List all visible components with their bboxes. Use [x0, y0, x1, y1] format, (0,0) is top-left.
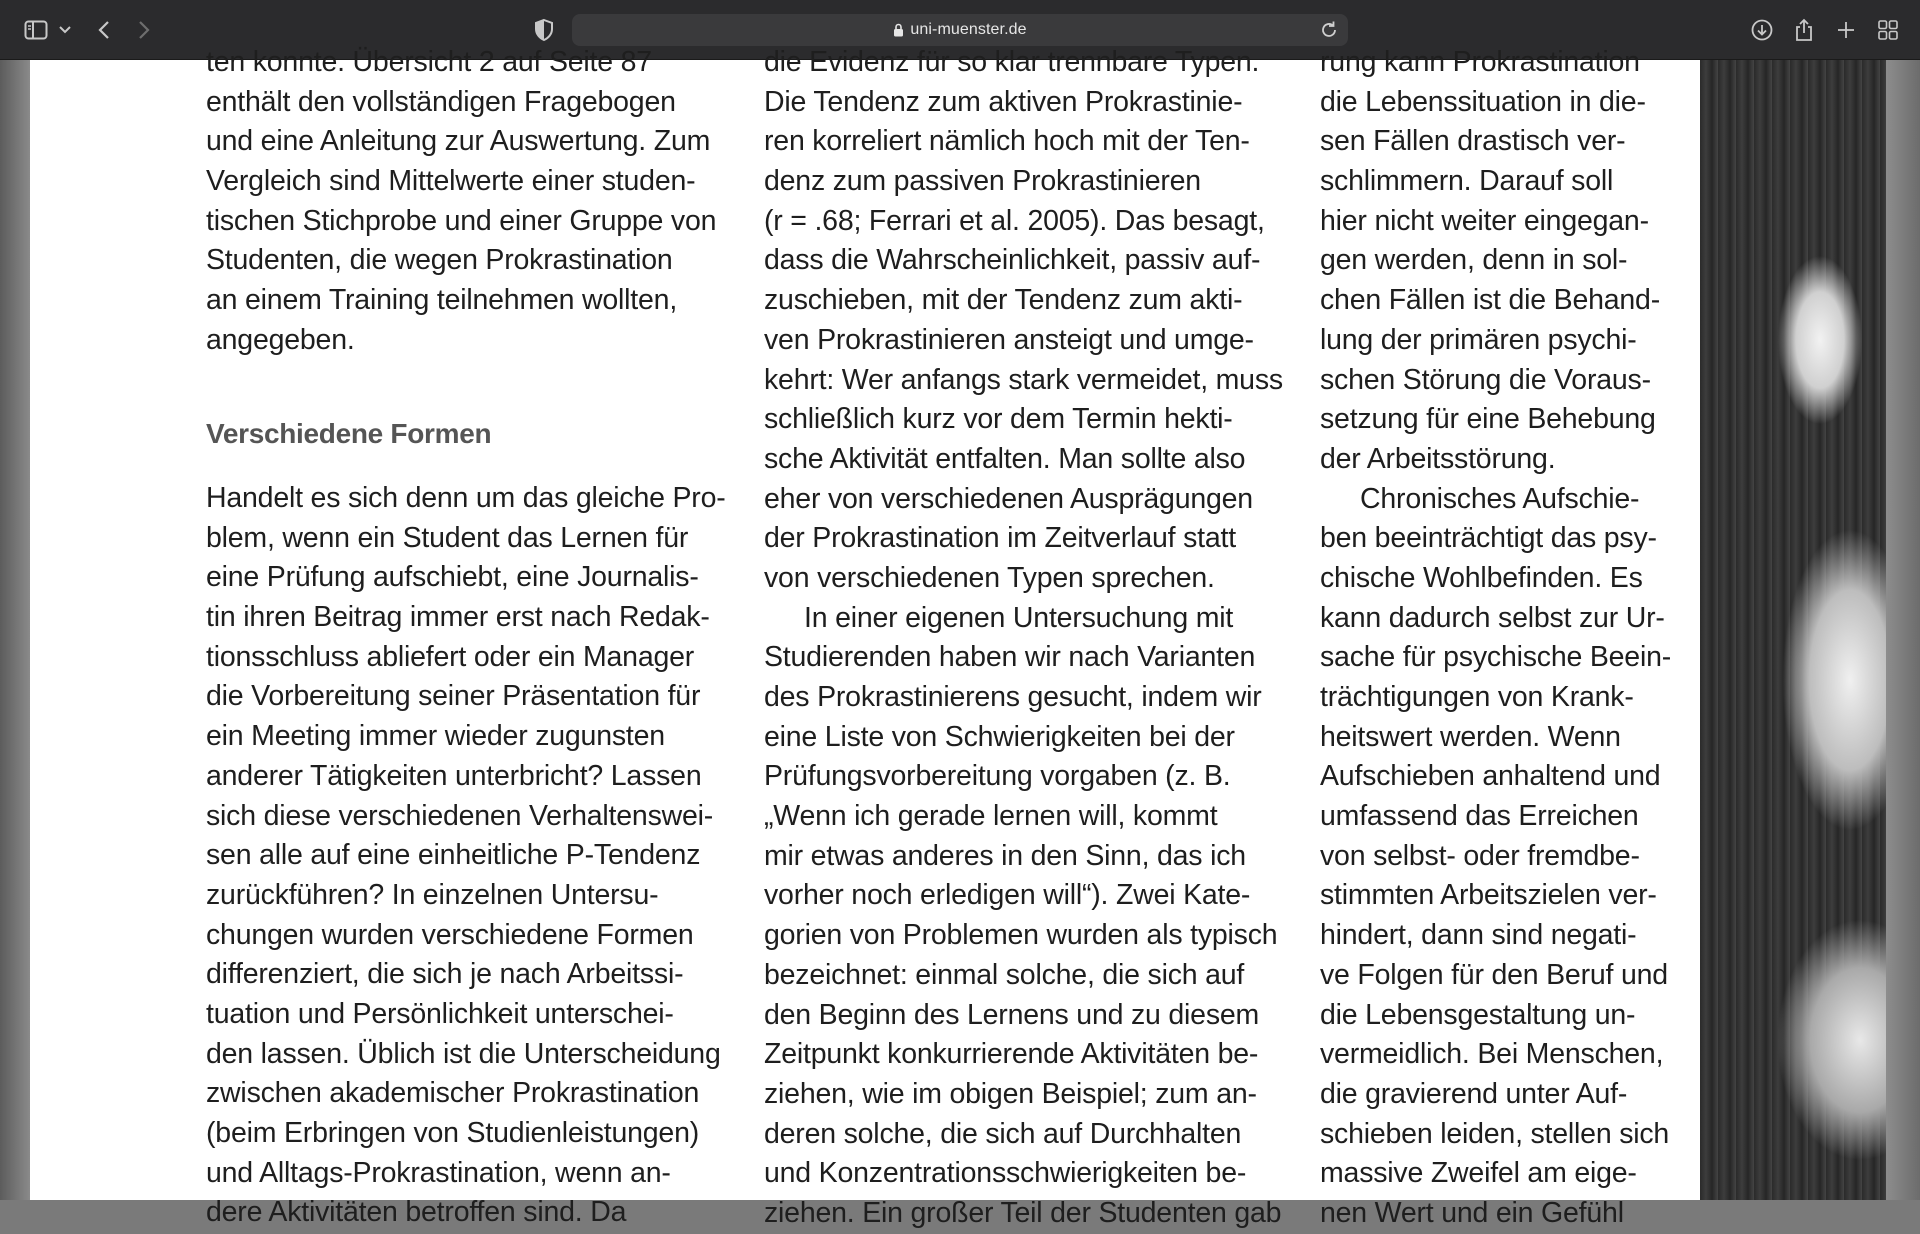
address-bar[interactable] [572, 14, 1348, 46]
text-line: lung der primären psychi- [1320, 323, 1637, 356]
text-line: der Prokrastination im Zeitverlauf statt [764, 522, 1236, 555]
text-line: setzung für eine Behebung [1320, 403, 1656, 436]
text-line: die Lebensgestaltung un- [1320, 998, 1636, 1031]
text-line: schieben leiden, stellen sich [1320, 1117, 1670, 1150]
text-line: Die Tendenz zum aktiven Prokrastinie- [764, 85, 1243, 118]
text-line: tuation und Persönlichkeit unterschei- [206, 997, 674, 1030]
privacy-shield-icon[interactable] [532, 14, 556, 46]
text-line: hindert, dann sind negati- [1320, 919, 1637, 952]
text-column-1 [206, 43, 716, 361]
text-line: ve Folgen für den Beruf und [1320, 958, 1668, 991]
text-line: ziehen, wie im obigen Beispiel; zum an- [764, 1077, 1257, 1110]
text-line: kehrt: Wer anfangs stark vermeidet, muss [764, 363, 1283, 396]
text-line: ven Prokrastinieren ansteigt und umge- [764, 323, 1254, 356]
text-line: Vergleich sind Mittelwerte einer studen- [206, 165, 696, 198]
text-line: kann dadurch selbst zur Ur- [1320, 601, 1665, 634]
download-icon[interactable] [1750, 14, 1774, 46]
text-line: mir etwas anderes in den Sinn, das ich [764, 839, 1246, 872]
text-line: enthält den vollständigen Fragebogen [206, 85, 676, 118]
text-line: schließlich kurz vor dem Termin hekti- [764, 403, 1233, 436]
text-line: von verschiedenen Typen sprechen. [764, 561, 1215, 594]
text-line: schlimmern. Darauf soll [1320, 165, 1614, 198]
plus-icon[interactable] [1834, 14, 1858, 46]
text-line: Studenten, die wegen Prokrastination [206, 244, 673, 277]
url-text: uni-muenster.de [910, 21, 1027, 38]
text-line: zuschieben, mit der Tendenz zum akti- [764, 284, 1243, 317]
text-line: sche Aktivität entfalten. Man sollte also [764, 442, 1246, 475]
text-line: die Vorbereitung seiner Präsentation für [206, 680, 701, 713]
text-line: anderer Tätigkeiten unterbricht? Lassen [206, 759, 702, 792]
text-line: nen Wert und ein Gefühl [1320, 1196, 1624, 1229]
text-line: „Wenn ich gerade lernen will, kommt [764, 800, 1218, 833]
text-line: differenziert, die sich je nach Arbeitssi- [206, 958, 684, 991]
text-line: eine Prüfung aufschiebt, eine Journalis- [206, 561, 699, 594]
text-line: gorien von Problemen wurden als typisch [764, 919, 1278, 952]
text-line: eine Liste von Schwierigkeiten bei der [764, 720, 1235, 753]
text-line: Prüfungsvorbereitung vorgaben (z. B. [764, 760, 1231, 793]
text-line: hier nicht weiter eingegan- [1320, 204, 1649, 237]
text-line: dere Aktivitäten betroffen sind. Da [206, 1196, 627, 1229]
scan-edge [1886, 60, 1920, 1200]
text-line: (beim Erbringen von Studienleistungen) [206, 1117, 700, 1149]
text-line: des Prokrastinierens gesucht, indem wir [764, 681, 1262, 713]
page-photo [1700, 60, 1886, 1200]
back-arrow-icon[interactable] [92, 14, 116, 46]
text-column-1-body [206, 479, 726, 1233]
text-line: chen Fällen ist die Behand- [1320, 284, 1660, 317]
text-column-3 [1320, 43, 1671, 1234]
text-line: Handelt es sich denn um das gleiche Pro- [206, 482, 726, 514]
text-line: ziehen. Ein großer Teil der Studenten gab [764, 1196, 1282, 1229]
text-line: rung kann Prokrastination [1320, 46, 1640, 78]
text-line: sen Fällen drastisch ver- [1320, 125, 1626, 158]
tab-grid-icon[interactable] [1876, 14, 1900, 46]
text-line: trächtigungen von Krank- [1320, 681, 1634, 713]
section-heading: Verschiedene Formen [206, 418, 492, 449]
text-line: Studierenden haben wir nach Varianten [764, 641, 1256, 674]
text-line: eher von verschiedenen Ausprägungen [764, 482, 1253, 515]
text-line: ten konnte. Übersicht 2 auf Seite 87 [206, 46, 652, 78]
text-line: vermeidlich. Bei Menschen, [1320, 1038, 1664, 1071]
text-line: gen werden, denn in sol- [1320, 244, 1628, 277]
text-line: die Lebenssituation in die- [1320, 85, 1646, 118]
text-line: sache für psychische Beein- [1320, 641, 1672, 674]
scan-shadow [0, 60, 30, 1200]
text-column-2 [764, 43, 1283, 1234]
chevron-down-icon[interactable] [56, 14, 74, 46]
text-line: angegeben. [206, 323, 355, 356]
text-line: den Beginn des Lernens und zu diesem [764, 998, 1260, 1031]
sidebar-icon[interactable] [20, 14, 52, 46]
text-line: ein Meeting immer wieder zugunsten [206, 720, 665, 753]
text-line: den lassen. Üblich ist die Unterscheidung [206, 1037, 721, 1070]
text-line: die gravierend unter Auf- [1320, 1077, 1628, 1110]
text-line: schen Störung die Voraus- [1320, 363, 1651, 396]
text-line: vorher noch erledigen will“). Zwei Kate- [764, 879, 1251, 912]
text-line: tischen Stichprobe und einer Gruppe von [206, 204, 717, 237]
text-line: sich diese verschiedenen Verhaltenswei- [206, 799, 714, 832]
text-line: blem, wenn ein Student das Lernen für [206, 521, 689, 554]
forward-arrow-icon[interactable] [132, 14, 156, 46]
text-line: heitswert werden. Wenn [1320, 720, 1621, 753]
text-line: von selbst- oder fremdbe- [1320, 839, 1640, 872]
document-viewport[interactable] [0, 46, 1920, 1229]
text-line: denz zum passiven Prokrastinieren [764, 165, 1201, 198]
text-line: dass die Wahrscheinlichkeit, passiv auf- [764, 244, 1261, 277]
text-line: und Konzentrationsschwierigkeiten be- [764, 1157, 1247, 1190]
text-line: tionsschluss abliefert oder ein Manager [206, 640, 695, 673]
text-line: die Evidenz für so klar trennbare Typen. [764, 46, 1260, 78]
text-line: umfassend das Erreichen [1320, 800, 1639, 833]
text-line: bezeichnet: einmal solche, die sich auf [764, 958, 1245, 991]
text-line: zurückführen? In einzelnen Untersu- [206, 878, 659, 911]
text-line: Aufschieben anhaltend und [1320, 760, 1661, 793]
text-line: Zeitpunkt konkurrierende Aktivitäten be- [764, 1038, 1259, 1071]
text-line: In einer eigenen Untersuchung mit [804, 601, 1234, 634]
reload-icon[interactable] [1320, 20, 1338, 44]
text-line: und Alltags-Prokrastination, wenn an- [206, 1156, 671, 1189]
text-line: chungen wurden verschiedene Formen [206, 918, 694, 951]
text-line: Chronisches Aufschie- [1360, 482, 1640, 515]
text-line: tin ihren Beitrag immer erst nach Redak- [206, 601, 710, 634]
text-line: der Arbeitsstörung. [1320, 442, 1556, 475]
share-icon[interactable] [1792, 14, 1816, 46]
text-line: ren korreliert nämlich hoch mit der Ten- [764, 125, 1250, 158]
text-line: ben beeinträchtigt das psy- [1320, 522, 1657, 555]
lock-icon [893, 23, 904, 37]
text-line: deren solche, die sich auf Durchhalten [764, 1117, 1242, 1150]
text-line: und eine Anleitung zur Auswertung. Zum [206, 125, 711, 158]
text-line: massive Zweifel am eige- [1320, 1157, 1637, 1190]
text-line: chische Wohlbefinden. Es [1320, 561, 1643, 594]
text-line: an einem Training teilnehmen wollten, [206, 284, 678, 317]
text-line: zwischen akademischer Prokrastination [206, 1077, 700, 1110]
text-line: stimmten Arbeitszielen ver- [1320, 879, 1657, 912]
text-line: (r = .68; Ferrari et al. 2005). Das besagt, [764, 204, 1265, 237]
text-line: sen alle auf eine einheitliche P-Tendenz [206, 839, 701, 872]
